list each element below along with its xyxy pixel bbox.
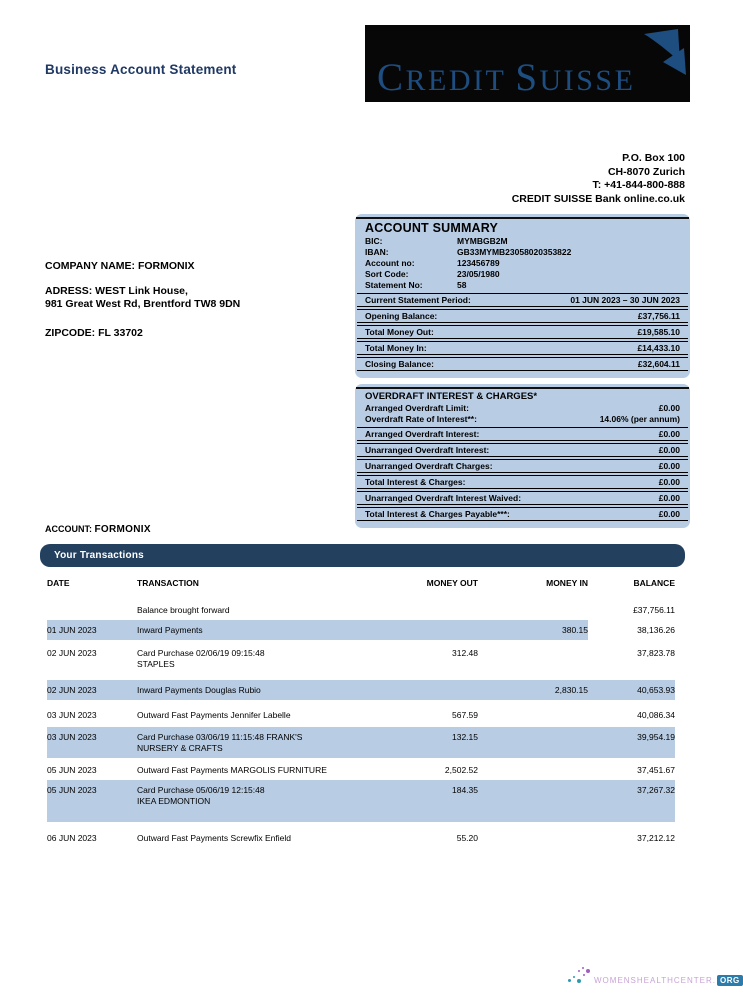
transaction-money-in [478, 643, 588, 674]
summary-info-row [355, 236, 690, 247]
overdraft-charge-row-label: Arranged Overdraft Interest: [365, 429, 480, 439]
transaction-desc-line: Card Purchase 05/06/19 12:15:48 [137, 785, 265, 795]
overdraft-charge-row-value: £0.00 [658, 429, 680, 439]
summary-balance-row [357, 341, 688, 355]
bank-contact-line: CREDIT SUISSE Bank online.co.uk [511, 192, 685, 205]
transaction-description [137, 727, 387, 758]
summary-balance-row-label: Closing Balance: [365, 359, 434, 369]
transaction-money-out: 184.35 [387, 780, 478, 822]
transaction-balance: 39,954.19 [588, 727, 675, 758]
summary-balance-row [357, 357, 688, 371]
transaction-desc-line: Card Purchase 02/06/19 09:15:48 [137, 648, 265, 658]
overdraft-charge-row-value: £0.00 [658, 445, 680, 455]
bank-contact-block [512, 152, 685, 206]
overdraft-charge-row-label: Unarranged Overdraft Interest: [365, 445, 490, 455]
spacer [45, 273, 240, 285]
summary-balance-row-label: Opening Balance: [365, 311, 438, 321]
transaction-money-out: 132.15 [387, 727, 478, 758]
transaction-desc-line: Inward Payments [137, 625, 203, 635]
transaction-date: 02 JUN 2023 [47, 643, 137, 674]
transaction-balance: 37,451.67 [588, 760, 675, 780]
summary-balance-row-label: Total Money Out: [365, 327, 434, 337]
summary-balance-row-value: £32,604.11 [637, 359, 680, 369]
company-address-line2: 981 Great West Rd, Brentford TW8 9DN [45, 298, 241, 310]
transaction-row [40, 727, 685, 758]
transaction-balance: £37,756.11 [588, 600, 675, 620]
overdraft-plain-row-label: Arranged Overdraft Limit: [365, 403, 469, 413]
summary-info-row-label: Statement No: [365, 280, 423, 290]
transaction-date: 05 JUN 2023 [47, 780, 137, 822]
transaction-money-in [478, 780, 588, 822]
transaction-balance: 40,086.34 [588, 705, 675, 725]
column-header-balance: BALANCE [633, 578, 675, 588]
transaction-money-out [387, 620, 478, 640]
summary-info-row-value: GB33MYMB23058020353822 [457, 247, 572, 257]
transactions-header-row [40, 575, 685, 594]
transaction-money-in [478, 600, 588, 620]
transaction-desc-line: NURSERY & CRAFTS [137, 743, 223, 753]
footer-brand-text [594, 975, 743, 986]
transactions-section-header: Your Transactions [40, 544, 685, 567]
transaction-balance: 37,267.32 [588, 780, 675, 822]
credit-suisse-logo [365, 25, 690, 102]
overdraft-charges-box [355, 384, 690, 528]
overdraft-plain-row [355, 403, 690, 414]
summary-balance-row-label: Total Money In: [365, 343, 427, 353]
overdraft-charge-row [357, 507, 688, 521]
summary-info-row-value: MYMBGB2M [457, 236, 508, 246]
transaction-money-out: 567.59 [387, 705, 478, 725]
transaction-date [47, 600, 137, 620]
summary-info-row-value: 23/05/1980 [457, 269, 500, 279]
summary-balance-row-label: Current Statement Period: [365, 295, 471, 305]
summary-info-row [355, 269, 690, 280]
transactions-rows [40, 600, 685, 848]
transaction-description [137, 620, 387, 640]
column-header-transaction: TRANSACTION [137, 578, 199, 588]
logo-dot [573, 976, 575, 978]
transaction-money-out [387, 680, 478, 700]
transaction-description [137, 643, 387, 674]
transaction-desc-line: Outward Fast Payments MARGOLIS FURNITURE [137, 765, 327, 775]
summary-info-row [355, 247, 690, 258]
wordmark-letters: UISSE [539, 64, 636, 97]
summary-info-row-value: 58 [457, 280, 467, 290]
wordmark-letter: S [515, 56, 540, 99]
transaction-row [40, 705, 685, 725]
transaction-row [40, 780, 685, 822]
bank-contact-line: CH-8070 Zurich [607, 165, 685, 178]
summary-info-row-label: BIC: [365, 236, 383, 246]
overdraft-plain-row-label: Overdraft Rate of Interest**: [365, 414, 477, 424]
transaction-desc-line: IKEA EDMONTION [137, 796, 211, 806]
transaction-money-in [478, 828, 588, 848]
transaction-row [40, 828, 685, 848]
summary-balance-row [357, 309, 688, 323]
wordmark-letter: C [377, 56, 406, 99]
transaction-desc-line: Outward Fast Payments Jennifer Labelle [137, 710, 291, 720]
summary-info-row-label: IBAN: [365, 247, 389, 257]
summary-balance-row-value: £19,585.10 [637, 327, 680, 337]
transaction-desc-line: Card Purchase 03/06/19 11:15:48 FRANK'S [137, 732, 303, 742]
transaction-money-out: 312.48 [387, 643, 478, 674]
company-address-block [45, 260, 240, 340]
overdraft-charge-row-label: Total Interest & Charges Payable***: [365, 509, 510, 519]
company-zipcode: ZIPCODE: FL 33702 [45, 327, 143, 339]
transaction-money-out [387, 600, 478, 620]
summary-info-row-label: Sort Code: [365, 269, 409, 279]
overdraft-plain-row-value: £0.00 [658, 403, 680, 413]
transaction-money-in: 380.15 [478, 620, 588, 640]
transaction-description [137, 680, 387, 700]
overdraft-plain-row [355, 414, 690, 425]
overdraft-charge-row [357, 459, 688, 473]
transaction-row [40, 760, 685, 780]
womenshealthcenter-logo [568, 966, 740, 992]
summary-info-row-label: Account no: [365, 258, 415, 268]
overdraft-charge-row-label: Unarranged Overdraft Interest Waived: [365, 493, 522, 503]
overdraft-title: OVERDRAFT INTEREST & CHARGES* [365, 391, 538, 402]
overdraft-charge-row [357, 475, 688, 489]
transaction-description [137, 780, 387, 822]
transaction-balance: 37,823.78 [588, 643, 675, 674]
overdraft-charge-row [357, 427, 688, 441]
logo-dot [582, 967, 584, 969]
account-summary-title: ACCOUNT SUMMARY [365, 221, 499, 235]
account-label: ACCOUNT: [45, 524, 92, 534]
logo-dot [577, 979, 581, 983]
company-name: COMPANY NAME: FORMONIX [45, 260, 195, 272]
page-title: Business Account Statement [45, 62, 237, 77]
overdraft-plain-rows [355, 403, 690, 425]
overdraft-charge-row [357, 443, 688, 457]
account-name-value: FORMONIX [94, 524, 151, 535]
overdraft-charge-rows [355, 427, 690, 521]
company-address-line1: ADRESS: WEST Link House, [45, 285, 188, 297]
bank-contact-line: P.O. Box 100 [622, 152, 685, 164]
account-summary-box [355, 214, 690, 378]
transaction-row [40, 600, 685, 620]
column-header-money-in: MONEY IN [546, 578, 588, 588]
spacer [45, 311, 240, 327]
account-summary-balance-rows [355, 293, 690, 371]
column-header-date: DATE [47, 578, 70, 588]
overdraft-charge-row-value: £0.00 [658, 493, 680, 503]
transaction-balance: 37,212.12 [588, 828, 675, 848]
transaction-desc-line: Balance brought forward [137, 605, 230, 615]
overdraft-charge-row [357, 491, 688, 505]
logo-dot [568, 979, 571, 982]
summary-balance-row [357, 325, 688, 339]
transaction-balance: 38,136.26 [588, 620, 675, 640]
transaction-desc-line: STAPLES [137, 659, 175, 669]
overdraft-charge-row-value: £0.00 [658, 509, 680, 519]
transaction-date: 05 JUN 2023 [47, 760, 137, 780]
transaction-date: 03 JUN 2023 [47, 727, 137, 758]
transactions-table [40, 575, 685, 848]
transaction-date: 06 JUN 2023 [47, 828, 137, 848]
transaction-description [137, 600, 387, 620]
transaction-money-in [478, 760, 588, 780]
transaction-date: 02 JUN 2023 [47, 680, 137, 700]
overdraft-charge-row-label: Unarranged Overdraft Charges: [365, 461, 493, 471]
transaction-desc-line: Inward Payments Douglas Rubio [137, 685, 261, 695]
footer-brand-name: WOMENSHEALTHCENTER. [594, 976, 716, 985]
transaction-row [40, 620, 685, 640]
overdraft-plain-row-value: 14.06% (per annum) [599, 414, 680, 424]
transaction-description [137, 705, 387, 725]
summary-balance-row-value: £37,756.11 [637, 311, 680, 321]
account-summary-info-rows [355, 236, 690, 291]
transaction-balance: 40,653.93 [588, 680, 675, 700]
transaction-date: 03 JUN 2023 [47, 705, 137, 725]
overdraft-charge-row-value: £0.00 [658, 477, 680, 487]
logo-dot [583, 974, 585, 976]
credit-suisse-wordmark [377, 58, 635, 97]
summary-balance-row-value: £14,433.10 [637, 343, 680, 353]
footer-org-badge: ORG [717, 975, 743, 986]
summary-info-row [355, 258, 690, 269]
wordmark-letters: REDIT [405, 64, 507, 97]
transaction-money-in: 2,830.15 [478, 680, 588, 700]
transaction-money-out: 2,502.52 [387, 760, 478, 780]
transaction-date: 01 JUN 2023 [47, 620, 137, 640]
bank-contact-line: T: +41-844-800-888 [592, 179, 685, 191]
overdraft-charge-row-label: Total Interest & Charges: [365, 477, 466, 487]
account-name-line [45, 524, 151, 535]
logo-dot [578, 970, 580, 972]
transaction-description [137, 760, 387, 780]
summary-balance-row [357, 293, 688, 307]
overdraft-charge-row-value: £0.00 [658, 461, 680, 471]
transaction-money-in [478, 705, 588, 725]
transaction-row [40, 680, 685, 700]
column-header-money-out: MONEY OUT [426, 578, 478, 588]
transaction-row [40, 643, 685, 674]
transaction-desc-line: Outward Fast Payments Screwfix Enfield [137, 833, 292, 843]
sailboat-sails-icon [634, 27, 688, 87]
summary-balance-row-value: 01 JUN 2023 – 30 JUN 2023 [570, 295, 680, 305]
summary-info-row [355, 280, 690, 291]
transaction-money-in [478, 727, 588, 758]
transaction-money-out: 55.20 [387, 828, 478, 848]
summary-info-row-value: 123456789 [457, 258, 500, 268]
transaction-description [137, 828, 387, 848]
logo-dot [586, 969, 590, 973]
